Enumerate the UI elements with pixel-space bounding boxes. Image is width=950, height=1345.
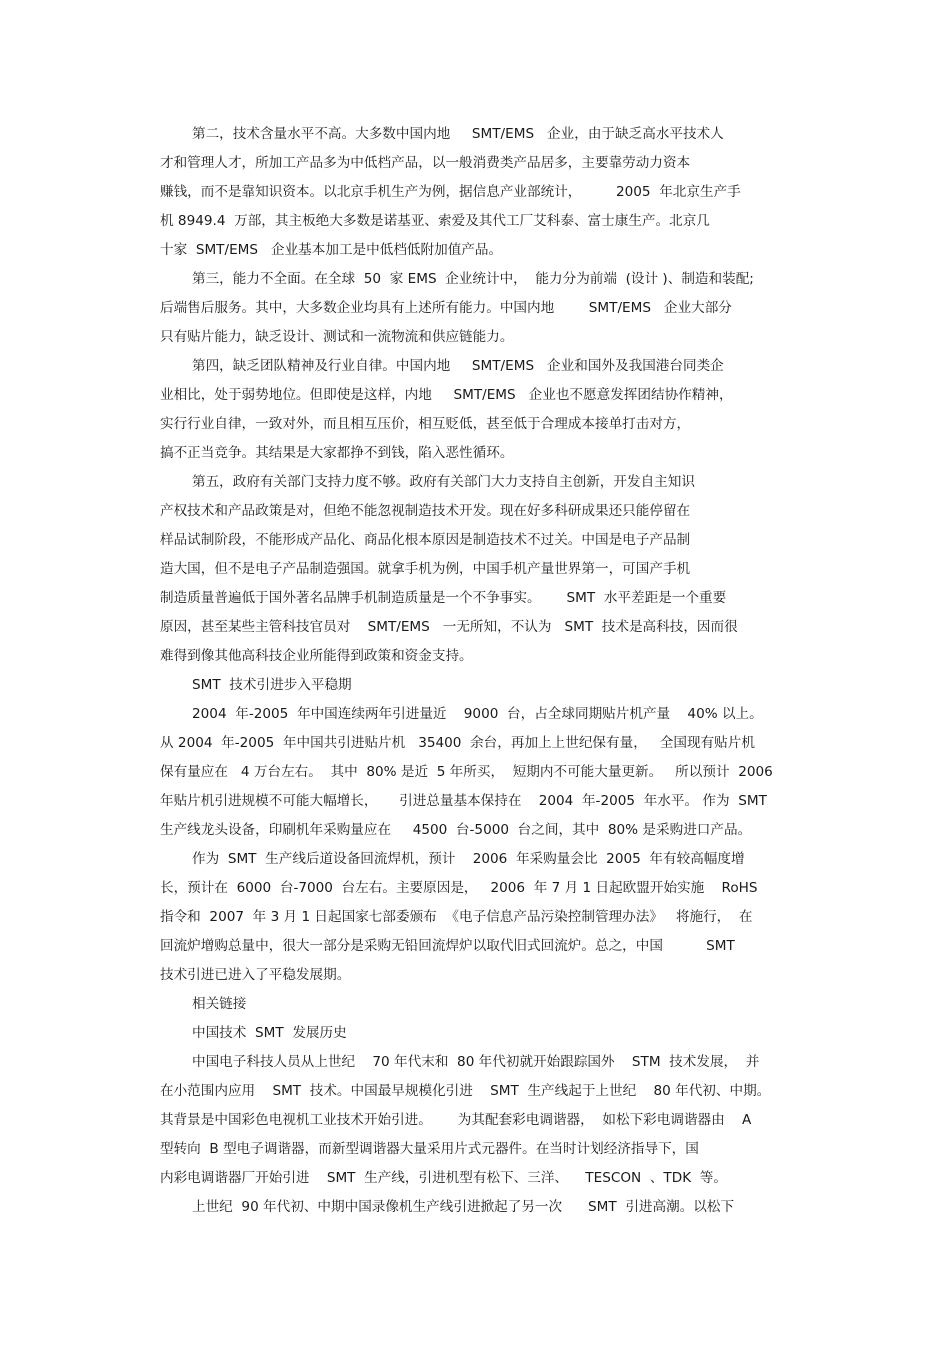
text-line: 业相比，处于弱势地位。但即使是这样，内地 SMT/EMS 企业也不愿意发挥团结协作精神，: [160, 387, 733, 403]
text-line: 原因，甚至某些主管科技官员对 SMT/EMS 一无所知，不认为 SMT 技术是高科技，因而很: [160, 619, 738, 635]
paragraph: [160, 120, 800, 265]
text-line: 型转向 B 型电子调谐器，而新型调谐器大量采用片式元器件。在当时计划经济指导下，国: [160, 1141, 699, 1157]
text-line: 后端售后服务。其中，大多数企业均具有上述所有能力。中国内地 SMT/EMS 企业大部分: [160, 300, 732, 316]
text-line: 第二，技术含量水平不高。大多数中国内地 SMT/EMS 企业，由于缺乏高水平技术人: [192, 126, 724, 142]
text-line: 在小范围内应用 SMT 技术。中国最早规模化引进 SMT 生产线起于上世纪 80 年代初、中期。: [160, 1083, 771, 1099]
text-line: 内彩电调谐器厂开始引进 SMT 生产线，引进机型有松下、三洋、 TESCON 、TDK 等。: [160, 1170, 727, 1186]
text-line: 才和管理人才，所加工产品多为中低档产品，以一般消费类产品居多，主要靠劳动力资本: [160, 155, 691, 171]
paragraph: [160, 700, 800, 845]
paragraph: [160, 990, 800, 1019]
text-line: 难得到像其他高科技企业所能得到政策和资金支持。: [160, 648, 473, 664]
text-line: 2004 年-2005 年中国连续两年引进量近 9000 台，占全球同期贴片机产量 40% 以上。: [192, 706, 763, 722]
text-line: 作为 SMT 生产线后道设备回流焊机，预计 2006 年采购量会比 2005 年有较高幅度增: [192, 851, 745, 867]
text-line: 相关链接: [192, 996, 247, 1012]
text-line: 指令和 2007 年 3 月 1 日起国家七部委颁布 《电子信息产品污染控制管理办法》 将施行， 在: [160, 909, 753, 925]
text-line: 制造质量普遍低于国外著名品牌手机制造质量是一个不争事实。 SMT 水平差距是一个重要: [160, 590, 727, 606]
text-line: 搞不正当竞争。其结果是大家都挣不到钱，陷入恶性循环。: [160, 445, 514, 461]
text-line: 中国电子科技人员从上世纪 70 年代末和 80 年代初就开始跟踪国外 STM 技术发展， 并: [192, 1054, 760, 1070]
body-text: [160, 120, 800, 1222]
paragraph: [160, 352, 800, 468]
paragraph: [160, 1193, 800, 1222]
paragraph: [160, 468, 800, 671]
paragraph: [160, 1048, 800, 1193]
text-line: 技术引进已进入了平稳发展期。: [160, 967, 351, 983]
text-line: 第三，能力不全面。在全球 50 家 EMS 企业统计中， 能力分为前端 (设计 )、制造和装配;: [192, 271, 754, 287]
text-line: 其背景是中国彩色电视机工业技术开始引进。 为其配套彩电调谐器， 如松下彩电调谐器由 A: [160, 1112, 752, 1128]
text-line: 中国技术 SMT 发展历史: [192, 1025, 347, 1041]
text-line: 长，预计在 6000 台-7000 台左右。主要原因是， 2006 年 7 月 1 日起欧盟开始实施 RoHS: [160, 880, 758, 896]
text-line: 样品试制阶段，不能形成产品化、商品化根本原因是制造技术不过关。中国是电子产品制: [160, 532, 691, 548]
text-line: 实行行业自律，一致对外，而且相互压价，相互贬低，甚至低于合理成本接单打击对方，: [160, 416, 691, 432]
paragraph: [160, 265, 800, 352]
paragraph: [160, 845, 800, 990]
text-line: 保有量应在 4 万台左右。 其中 80% 是近 5 年所买， 短期内不可能大量更新。 所以预计 2006: [160, 764, 773, 780]
text-line: 生产线龙头设备，印刷机年采购量应在 4500 台-5000 台之间，其中 80% 是采购进口产品。: [160, 822, 752, 838]
text-line: 只有贴片能力，缺乏设计、测试和一流物流和供应链能力。: [160, 329, 514, 345]
text-line: SMT 技术引进步入平稳期: [192, 677, 352, 693]
text-line: 从 2004 年-2005 年中国共引进贴片机 35400 余台，再加上上世纪保有量， 全国现有贴片机: [160, 735, 755, 751]
text-line: 上世纪 90 年代初、中期中国录像机生产线引进掀起了另一次 SMT 引进高潮。以松下: [192, 1199, 735, 1215]
paragraph: [160, 671, 800, 700]
text-line: 第四，缺乏团队精神及行业自律。中国内地 SMT/EMS 企业和国外及我国港台同类企: [192, 358, 724, 374]
text-line: 十家 SMT/EMS 企业基本加工是中低档低附加值产品。: [160, 242, 503, 258]
text-line: 回流炉增购总量中，很大一部分是采购无铅回流焊炉以取代旧式回流炉。总之，中国 SMT: [160, 938, 735, 954]
text-line: 年贴片机引进规模不可能大幅增长， 引进总量基本保持在 2004 年-2005 年水平。 作为 SMT: [160, 793, 767, 809]
text-line: 第五，政府有关部门支持力度不够。政府有关部门大力支持自主创新，开发自主知识: [192, 474, 695, 490]
text-line: 赚钱，而不是靠知识资本。以北京手机生产为例，据信息产业部统计， 2005 年北京生产手: [160, 184, 741, 200]
text-line: 机 8949.4 万部，其主板绝大多数是诺基亚、索爱及其代工厂艾科泰、富士康生产。北京几: [160, 213, 710, 229]
text-line: 产权技术和产品政策是对，但绝不能忽视制造技术开发。现在好多科研成果还只能停留在: [160, 503, 691, 519]
text-line: 造大国，但不是电子产品制造强国。就拿手机为例，中国手机产量世界第一，可国产手机: [160, 561, 691, 577]
paragraph: [160, 1019, 800, 1048]
